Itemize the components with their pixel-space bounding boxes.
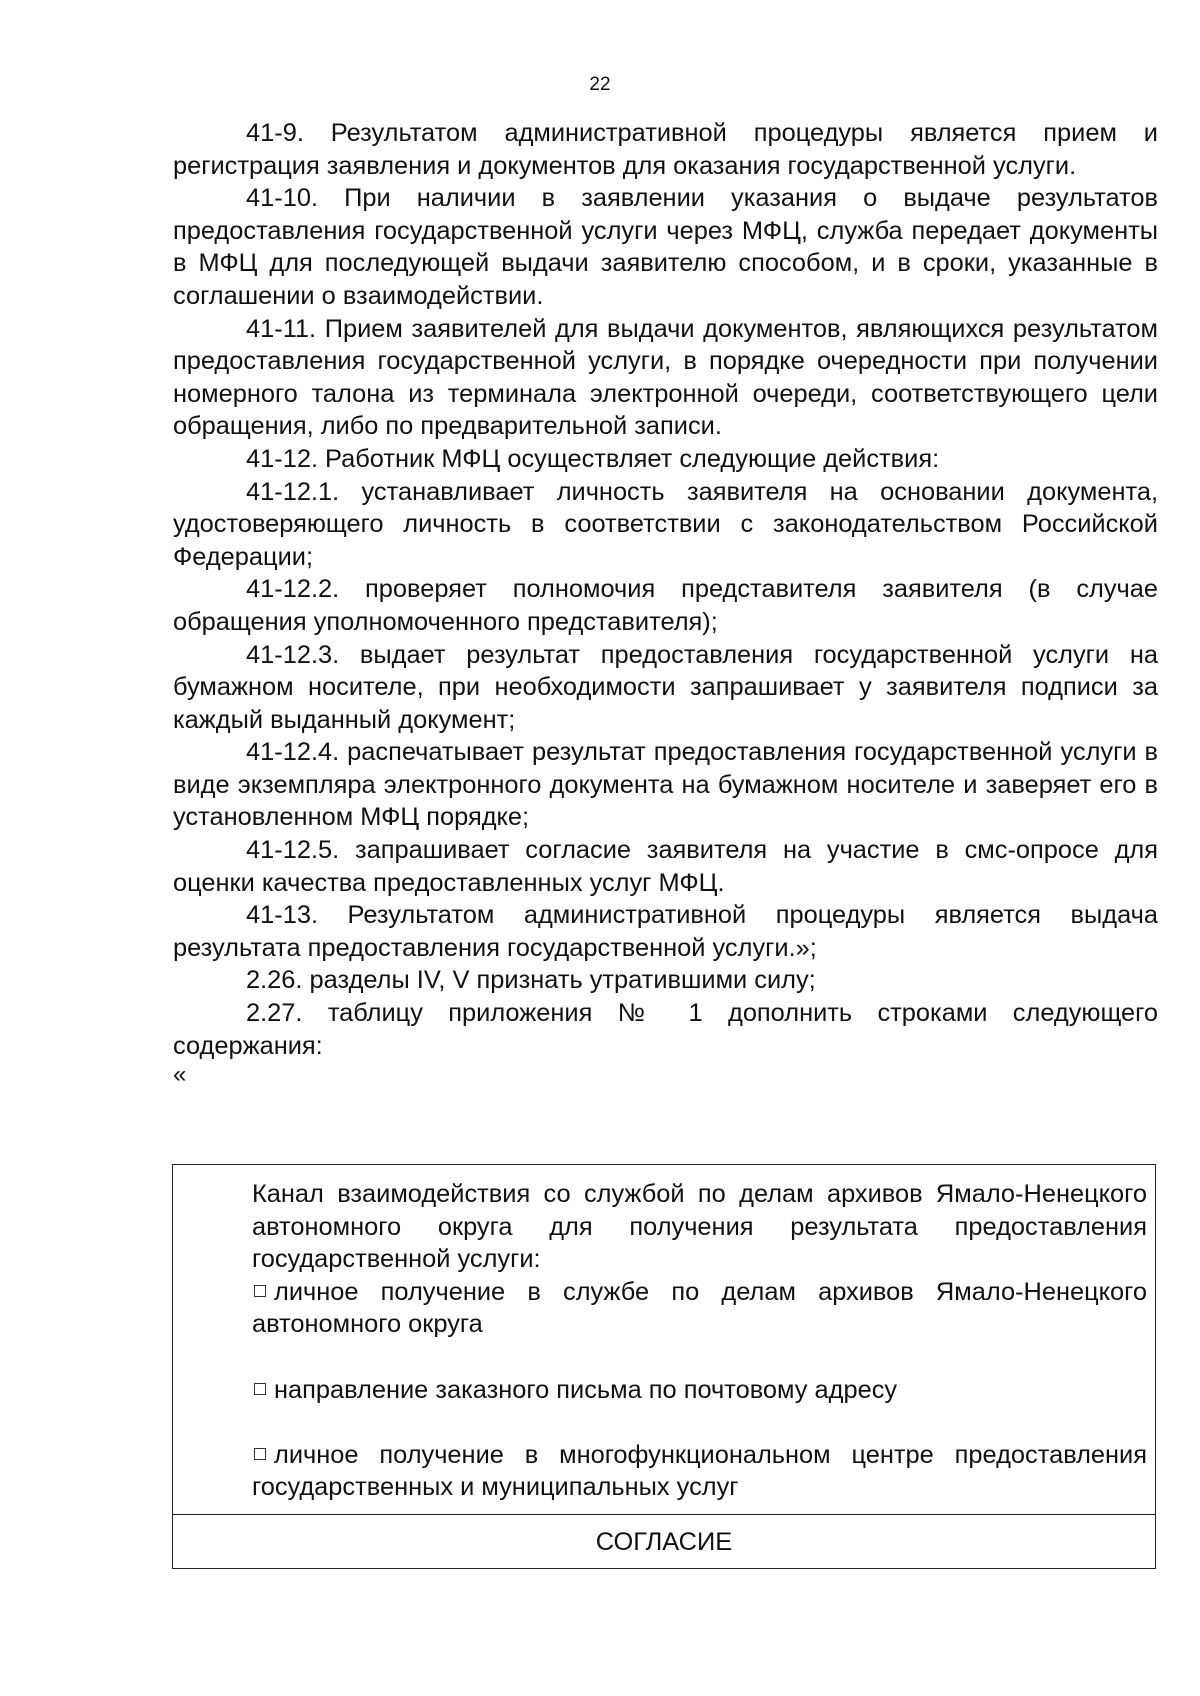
checkbox-icon xyxy=(254,1383,266,1395)
paragraph-41-12-4: 41-12.4. распечатывает результат предоставления государственной услуги в виде экземпляра электронного документа на бумажном носителе и заверяет его в установленном МФЦ порядке; xyxy=(173,738,1158,832)
paragraph-41-12-2: 41-12.2. проверяет полномочия представителя заявителя (в случае обращения уполномоченного представителя); xyxy=(173,575,1158,636)
channel-option-label: личное получение в службе по делам архивов Ямало-Ненецкого автономного округа xyxy=(252,1277,1147,1339)
paragraph-41-12: 41-12. Работник МФЦ осуществляет следующие действия: xyxy=(246,444,940,473)
checkbox-icon xyxy=(254,1448,266,1460)
paragraph-41-12-1: 41-12.1. устанавливает личность заявителя на основании документа, удостоверяющего личность в соответствии с законодательством Российской Федерации; xyxy=(173,477,1158,571)
channel-option-archive-service xyxy=(252,1276,1147,1341)
channel-option-label: направление заказного письма по почтовому адресу xyxy=(274,1375,898,1404)
paragraph-2-27: 2.27. таблицу приложения № 1 дополнить строками следующего содержания: xyxy=(173,999,1158,1060)
paragraph-41-12-5: 41-12.5. запрашивает согласие заявителя на участие в смс-опросе для оценки качества предоставленных услуг МФЦ. xyxy=(173,836,1158,897)
appendix-table xyxy=(172,1164,1156,1569)
channel-cell xyxy=(173,1165,1155,1515)
consent-cell xyxy=(173,1515,1155,1568)
opening-quote-mark: « xyxy=(173,1061,187,1089)
checkbox-icon xyxy=(254,1285,266,1297)
channel-option-label: личное получение в многофункциональном центре предоставления государственных и муниципальных услуг xyxy=(252,1440,1147,1502)
paragraph-41-11: 41-11. Прием заявителей для выдачи документов, являющихся результатом предоставления государственной услуги, в порядке очередности при получении номерного талона из терминала электронной очереди, соответствующего цели обращения, либо по предварительной записи. xyxy=(173,314,1158,441)
document-body xyxy=(173,117,1158,1088)
paragraph-41-10: 41-10. При наличии в заявлении указания о выдаче результатов предоставления государственной услуги через МФЦ, служба передает документы в МФЦ для последующей выдачи заявителю способом, и в сроки, указанные в соглашении о взаимодействии. xyxy=(173,184,1158,310)
paragraph-2-26: 2.26. разделы IV, V признать утратившими силу; xyxy=(246,966,816,995)
page-number: 22 xyxy=(589,74,611,95)
paragraph-41-13: 41-13. Результатом административной процедуры является выдача результата предоставления государственной услуги.»; xyxy=(173,901,1158,962)
channel-option-registered-mail xyxy=(252,1374,1147,1407)
paragraph-41-12-3: 41-12.3. выдает результат предоставления государственной услуги на бумажном носителе, при необходимости запрашивает у заявителя подписи за каждый выданный документ; xyxy=(173,640,1158,734)
paragraph-41-9: 41-9. Результатом административной процедуры является прием и регистрация заявления и документов для оказания государственной услуги. xyxy=(173,119,1158,180)
channel-option-mfc xyxy=(252,1439,1147,1504)
consent-label: СОГЛАСИЕ xyxy=(595,1527,733,1556)
channel-heading: Канал взаимодействия со службой по делам архивов Ямало-Ненецкого автономного округа для получения результата предоставления государственной услуги: xyxy=(252,1180,1147,1274)
